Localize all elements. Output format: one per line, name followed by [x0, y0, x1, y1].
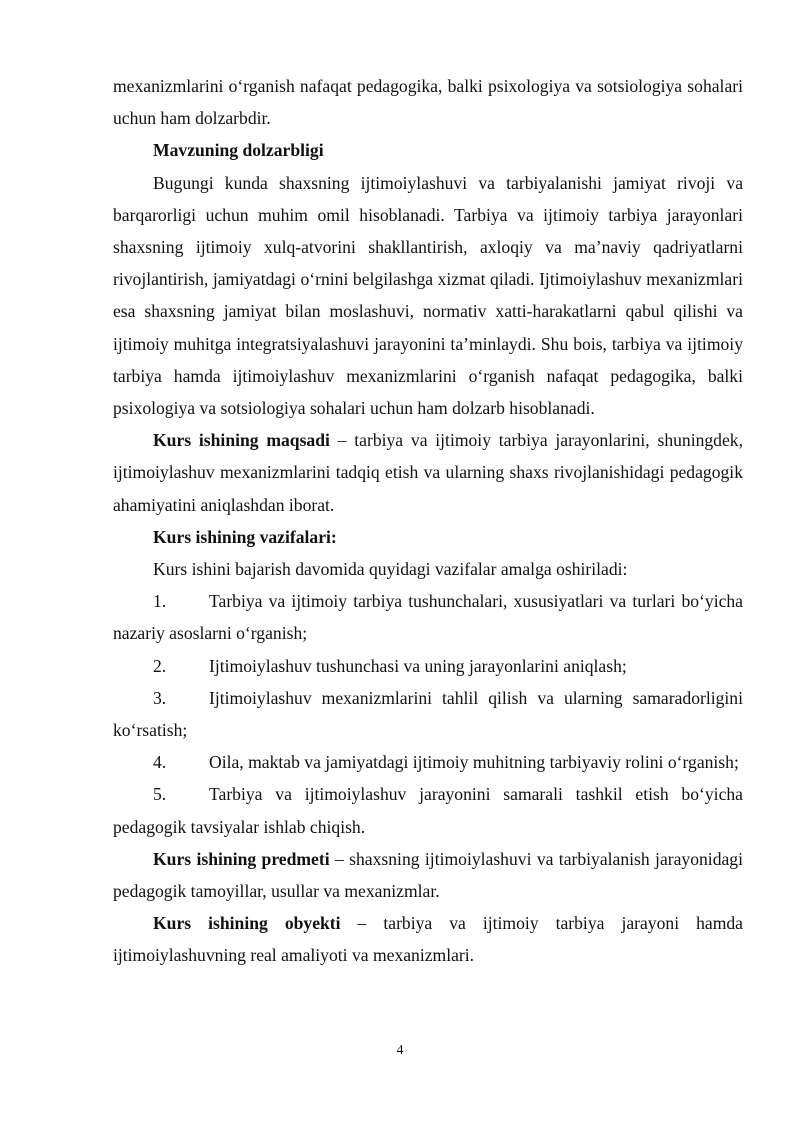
goal-text: – tarbiya va ijtimoiy tarbiya jarayonlarini, shuningdek, ijtimoiylashuv mexanizmlarini tadqiq etish va ularning shaxs rivojlanishidagi pedagogik ahamiyatini aniqlashdan iborat.: [113, 430, 743, 515]
subject-text: – shaxsning ijtimoiylashuvi va tarbiyalanish jarayonidagi pedagogik tamoyillar, usullar va mexanizmlar.: [113, 848, 743, 902]
relevance-paragraph: Bugungi kunda shaxsning ijtimoiylashuvi va tarbiyalanishi jamiyat rivoji va barqarorligi uchun muhim omil hisoblanadi. Tarbiya va ijtimoiy tarbiya jarayonlari shaxsning ijtimoiy xulq-atvorini shakllantirish, axloqiy va ma’naviy qadriyatlarni rivojlantirish, jamiyatdagi o‘rnini belgilashga xizmat qiladi. Ijtimoiylashuv mexanizmlari esa shaxsning jamiyat bilan moslashuvi, normativ xatti-harakatlarni qabul qilishi va ijtimoiy muhitga integratsiyalashuvi jarayonini ta’minlaydi. Shu bois, tarbiya va ijtimoiy tarbiya hamda ijtimoiylashuv mexanizmlarini o‘rganish nafaqat pedagogika, balki psixologiya va sotsiologiya sohalari uchun ham dolzarb hisoblanadi.: [113, 172, 743, 419]
task-item-5: [113, 778, 743, 842]
task-number: 2.: [153, 655, 167, 676]
tasks-intro: Kurs ishini bajarish davomida quyidagi vazifalar amalga oshiriladi:: [153, 559, 628, 580]
task-text: Tarbiya va ijtimoiy tarbiya tushunchalari, xususiyatlari va turlari bo‘yicha nazariy asoslarni o‘rganish;: [113, 591, 743, 644]
task-text: Ijtimoiylashuv mexanizmlarini tahlil qilish va ularning samaradorligini ko‘rsatish;: [113, 687, 743, 741]
task-item-3: [113, 682, 743, 746]
task-text: Oila, maktab va jamiyatdagi ijtimoiy muhitning tarbiyaviy rolini o‘rganish;: [209, 752, 739, 773]
task-item-1: [113, 585, 743, 649]
task-number: 5.: [153, 784, 167, 805]
task-item-4: [113, 746, 743, 778]
intro-paragraph: mexanizmlarini o‘rganish nafaqat pedagogika, balki psixologiya va sotsiologiya sohalari uchun ham dolzarbdir.: [113, 76, 743, 129]
task-item-2: [113, 650, 743, 682]
object-text: – tarbiya va ijtimoiy tarbiya jarayoni hamda ijtimoiylashuvning real amaliyoti va mexanizmlari.: [113, 913, 743, 966]
goal-label: Kurs ishining maqsadi: [153, 430, 330, 451]
task-text: Ijtimoiylashuv tushunchasi va uning jarayonlarini aniqlash;: [209, 655, 627, 676]
relevance-heading: Mavzuning dolzarbligi: [153, 140, 324, 161]
task-number: 4.: [153, 752, 167, 773]
tasks-heading: Kurs ishining vazifalari:: [153, 526, 337, 547]
subject-paragraph: [113, 843, 743, 907]
subject-label: Kurs ishining predmeti: [153, 848, 330, 869]
task-text: Tarbiya va ijtimoiylashuv jarayonini samarali tashkil etish bo‘yicha pedagogik tavsiyalar ishlab chiqish.: [113, 784, 743, 837]
object-label: Kurs ishining obyekti: [153, 913, 341, 934]
task-number: 1.: [153, 591, 167, 612]
goal-paragraph: [113, 424, 743, 521]
page-number: 4: [396, 1043, 404, 1058]
document-page: [113, 70, 743, 972]
task-number: 3.: [153, 687, 167, 708]
object-paragraph: [113, 907, 743, 971]
